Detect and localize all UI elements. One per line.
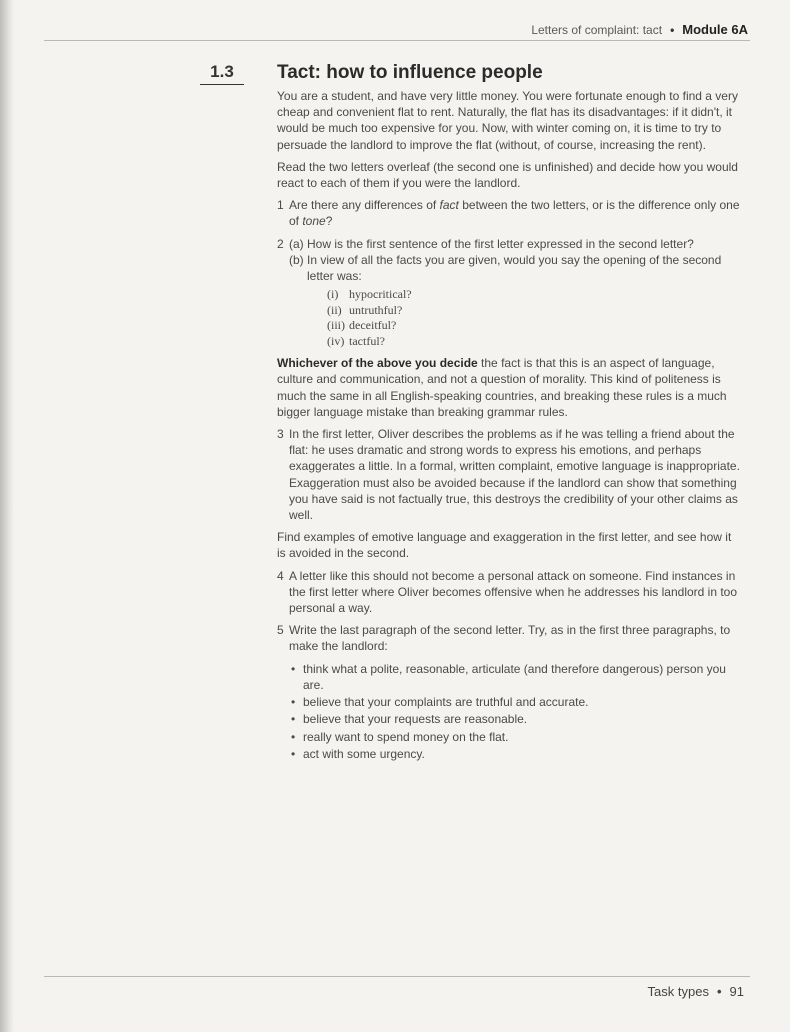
question-emphasis: tone [302, 214, 326, 229]
sub-text: How is the first sentence of the first letter expressed in the second letter? [307, 236, 694, 251]
bullet-list [289, 661, 743, 762]
question-number: 4 [277, 568, 284, 583]
option-item [327, 334, 743, 350]
commentary-text: the fact is that this is an aspect of language, culture and communication, and not a question of morality. This kind of politeness is much the same in all English-speaking countries, and breaking these rules is a much bigger language mistake than breaking grammar rules. [277, 356, 727, 419]
option-label: (iii) [327, 318, 345, 333]
question-text: ? [325, 214, 333, 229]
question-2 [277, 236, 743, 350]
section-body [277, 88, 743, 763]
intro-paragraph: You are a student, and have very little money. You were fortunate enough to find a very cheap and convenient flat to rent. Naturally, the flat has its disadvantages: if it didn't, it would be much too expensive for you. Now, with winter coming on, it is time to try to persuade the landlord to improve the flat (without, of course, increasing the rent). [277, 89, 738, 152]
question-text: Are there any differences of [289, 198, 440, 213]
question-text: Write the last paragraph of the second letter. Try, as in the first three paragraphs, to make the landlord: [289, 623, 731, 654]
footer-rule [44, 976, 750, 977]
bullet-item: • really want to spend money on the flat. [289, 729, 743, 745]
section-title: Tact: how to influence people [277, 62, 543, 83]
bullet-item: • believe that your requests are reasonable. [289, 711, 743, 727]
question-2b [289, 252, 743, 284]
question-3 [277, 426, 743, 523]
option-text: hypocritical? [349, 287, 412, 302]
question-4 [277, 568, 743, 617]
binding-shadow [0, 0, 14, 1032]
question-text: In the first letter, Oliver describes the problems as if he was telling a friend about the flat: he uses dramatic and strong words to express his emotions, and perhaps exaggerates a little. In a formal, written complaint, emotive language is inappropriate. Exaggeration must also be avoided because if the landlord can show that something you have said is not factually true, this destroys the credibility of your other claims as well. [289, 427, 740, 523]
running-header [531, 22, 748, 37]
bullet-item: • act with some urgency. [289, 746, 743, 762]
module-label: Module 6A [682, 22, 748, 37]
option-item [327, 303, 743, 319]
sub-text: In view of all the facts you are given, would you say the opening of the second letter was: [307, 252, 722, 284]
question-emphasis: fact [439, 198, 459, 213]
commentary-paragraph [277, 355, 743, 420]
option-text: untruthful? [349, 302, 403, 317]
question-text: A letter like this should not become a personal attack on someone. Find instances in the first letter where Oliver becomes offensive when he addresses his landlord in too personal a way. [289, 568, 738, 616]
header-bullet: • [670, 23, 675, 37]
option-text: tactful? [349, 333, 385, 348]
option-label: (ii) [327, 302, 342, 317]
question-1 [277, 197, 743, 229]
question-number: 5 [277, 623, 284, 638]
running-title: Letters of complaint: tact [531, 23, 663, 37]
sub-label: (b) [289, 252, 304, 267]
footer-label: Task types [647, 984, 709, 999]
question-number: 3 [277, 427, 284, 442]
option-list [327, 287, 743, 349]
option-item [327, 318, 743, 334]
page-number: 91 [729, 984, 744, 999]
intro-paragraph: Read the two letters overleaf (the second one is unfinished) and decide how you would react to each of them if you were the landlord. [277, 159, 738, 191]
page-footer [648, 984, 744, 999]
option-label: (iv) [327, 333, 345, 348]
question-number: 1 [277, 198, 284, 213]
question-number: 2 [277, 236, 284, 251]
bullet-item: • believe that your complaints are truthful and accurate. [289, 694, 743, 710]
commentary-lead: Whichever of the above you decide [277, 356, 478, 371]
task-paragraph: Find examples of emotive language and exaggeration in the first letter, and see how it is avoided in the second. [277, 530, 732, 561]
question-2a [289, 236, 743, 252]
question-5 [277, 622, 743, 654]
option-item [327, 287, 743, 303]
sub-label: (a) [289, 236, 304, 251]
header-rule [44, 40, 750, 41]
question-text: between the two letters, or is the difference only one of [289, 198, 740, 229]
bullet-item: • think what a polite, reasonable, articulate (and therefore dangerous) person you are. [289, 661, 743, 693]
option-label: (i) [327, 287, 339, 302]
section-number: 1.3 [200, 62, 244, 85]
footer-bullet: • [716, 984, 722, 999]
option-text: deceitful? [349, 318, 397, 333]
